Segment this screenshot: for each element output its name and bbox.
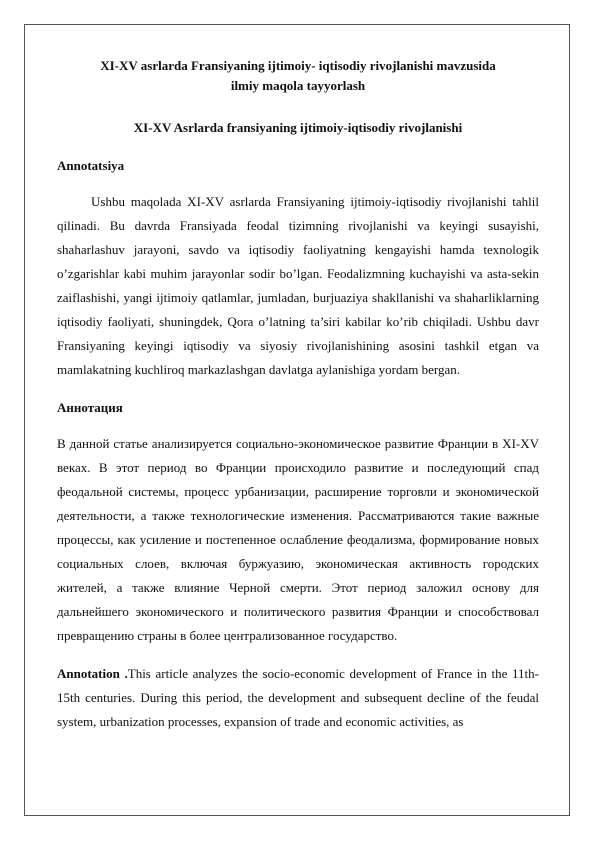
heading-annotatsiya-uz: Annotatsiya <box>57 158 125 173</box>
abstract-uz: Ushbu maqolada XI-XV asrlarda Fransiyaning ijtimoiy-iqtisodiy rivojlanishi tahlil qilinadi. Bu davrda Fransiyada feodal tizimning rivojlanishi va keyingi susayishi, shaharlashuv jarayoni, savdo va iqtisodiy faoliyatning kengayishi hamda texnologik o’zgarishlar kabi muhim jarayonlar sodir bo’lgan. Feodalizmning kuchayishi va asta-sekin zaiflashishi, yangi ijtimoiy qatlamlar, jumladan, burjuaziya shakllanishi va shaharliklarning iqtisodiy faoliyati, shuningdek, Qora o’latning ta’siri kabilar ko’rib chiqiladi. Ushbu davr Fransiyaning keyingi iqtisodiy va siyosiy rivojlanishining asosini tashkil etgan va mamlakatning kuchliroq markazlashgan davlatga aylanishiga yordam bergan. <box>57 194 539 377</box>
document-body <box>57 56 539 734</box>
document-subtitle: XI-XV Asrlarda fransiyaning ijtimoiy-iqtisodiy rivojlanishi <box>133 120 463 135</box>
heading-annotatsiya-ru: Аннотация <box>57 400 123 415</box>
abstract-ru: В данной статье анализируется социально-экономическое развитие Франции в XI-XV веках. В этот период во Франции происходило развитие и последующий спад феодальной системы, процесс урбанизации, расширение торговли и экономической деятельности, а также технологические изменения. Рассматриваются такие важные процессы, как усиление и постепенное ослабление феодализма, формирование новых социальных слоев, включая буржуазию, экономическая активность городских жителей, а также влияние Черной смерти. Этот период заложил основу для дальнейшего экономического и политического развития Франции и способствовал превращению страны в более централизованное государство. <box>57 436 539 643</box>
title-line-2: ilmiy maqola tayyorlash <box>230 78 366 93</box>
abstract-en <box>57 662 539 734</box>
abstract-en-lead: Annotation . <box>57 666 128 681</box>
abstract-en-text: This article analyzes the socio-economic development of France in the 11th-15th centuries. During this period, the development and subsequent decline of the feudal system, urbanization processes, expansion of trade and economic activities, as <box>57 666 539 729</box>
title-line-1: XI-XV asrlarda Fransiyaning ijtimoiy- iqtisodiy rivojlanishi mavzusida <box>100 58 496 73</box>
document-title <box>57 56 539 96</box>
